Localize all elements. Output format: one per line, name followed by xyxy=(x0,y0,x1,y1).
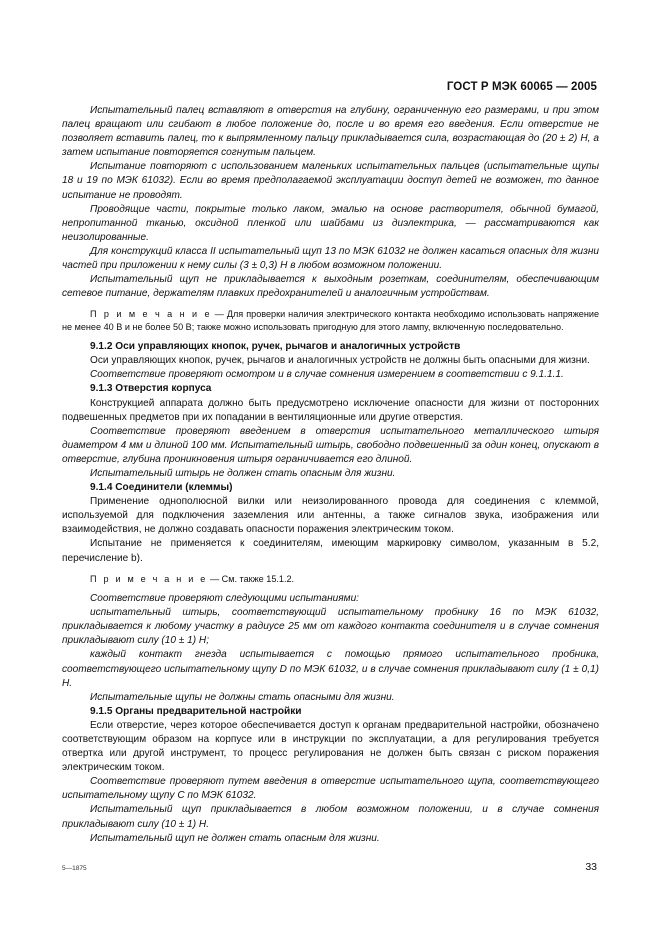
note-paragraph xyxy=(62,308,599,333)
body-paragraph: испытательный штырь, соответствующий испытательному пробнику 16 по МЭК 61032, прикладывается к любому участку в радиусе 25 мм от каждого контакта соединителя и в случае сомнения прикладывают силу (10 ± 1) Н; xyxy=(62,607,599,647)
body-paragraph: Проводящие части, покрытые только лаком, эмалью на основе растворителя, обычной бумагой, непропитанной тканью, оксидной пленкой или шайбами из диэлектрика, — рассматриваются как неизолированные. xyxy=(62,203,599,243)
body-paragraph: Для конструкций класса II испытательный щуп 13 по МЭК 61032 не должен касаться опасных для жизни частей при приложении к нему силы (3 ± 0,3) Н в любом возможном положении. xyxy=(62,245,599,272)
body-paragraph: каждый контакт гнезда испытывается с помощью прямого испытательного пробника, соответствующего испытательному щупу D по МЭК 61032, и в случае сомнения прикладывают силу (1 ± 0,1) Н. xyxy=(62,649,599,689)
note-text: — Для проверки наличия электрического контакта необходимо использовать напряжение не менее 40 В и не более 50 В; также можно использовать пригодную для этого лампу, включенную последовательно. xyxy=(62,309,599,332)
body-paragraph: Испытание повторяют с использованием маленьких испытательных пальцев (испытательные щупы 18 и 19 по МЭК 61032). Если во время предполагаемой эксплуатации доступ детей не возможен, то данное испытание не проводят. xyxy=(62,161,599,201)
section-heading: 9.1.5 Органы предварительной настройки xyxy=(90,705,302,717)
body-paragraph: Испытательные щупы не должны стать опасными для жизни. xyxy=(90,691,395,703)
note-paragraph xyxy=(62,573,599,585)
page-number: 33 xyxy=(585,861,597,873)
body-paragraph: Оси управляющих кнопок, ручек, рычагов и аналогичных устройств не должны быть опасными для жизни. xyxy=(90,355,590,367)
body-paragraph: Испытательный щуп не прикладывается к выходным розеткам, соединителям, обеспечивающим сетевое питание, держателям плавких предохранителей и аналогичным устройствам. xyxy=(62,274,599,300)
body-paragraph: Испытательный щуп не должен стать опасным для жизни. xyxy=(90,832,380,844)
body-paragraph: Конструкцией аппарата должно быть предусмотрено исключение опасности для жизни от посторонних подвешенных предметов при их попадании в вентиляционные или другие отверстия. xyxy=(62,397,599,423)
body-paragraph: Применение однополюсной вилки или неизолированного провода для соединения с клеммой, используемой для подключения заземления или антенны, а также сигналов звука, изображения или взаимодействия, не должно создавать опасности поражения электрическим током. xyxy=(62,496,599,536)
body-paragraph: Испытательный палец вставляют в отверстия на глубину, ограниченную его размерами, и при этом палец вращают или сгибают в любое положение до, после и во время его введения. Если отверстие не позволяет вставить палец, то к выпрямленному пальцу прикладывается сила, возрастающая до (20 ± 2) Н, а затем испытание повторяется согнутым пальцем. xyxy=(62,105,599,159)
note-text: — См. также 15.1.2. xyxy=(207,573,295,584)
body-paragraph: Соответствие проверяют введением в отверстия испытательного металлического штыря диаметром 4 мм и длиной 100 мм. Испытательный штырь, свободно подвешенный за один конец, опускают в отверстие, глубина проникновения штыря ограничивается его длиной. xyxy=(62,425,599,465)
body-paragraph: Соответствие проверяют осмотром и в случае сомнения измерением в соответствии с 9.1.1.1. xyxy=(90,369,564,381)
body-paragraph: Соответствие проверяют путем введения в отверстие испытательного щупа, соответствующего испытательному щупу С по МЭК 61032. xyxy=(62,776,599,802)
body-paragraph: Соответствие проверяют следующими испытаниями: xyxy=(90,593,359,605)
print-code: 5—1875 xyxy=(62,865,87,872)
document-header: ГОСТ Р МЭК 60065 — 2005 xyxy=(446,81,597,93)
section-heading: 9.1.2 Оси управляющих кнопок, ручек, рычагов и аналогичных устройств xyxy=(90,341,461,353)
section-heading: 9.1.4 Соединители (клеммы) xyxy=(90,482,233,494)
note-label: П р и м е ч а н и е xyxy=(90,309,212,320)
body-paragraph: Испытательный штырь не должен стать опасным для жизни. xyxy=(90,467,396,479)
document-body xyxy=(62,104,599,846)
body-paragraph: Если отверстие, через которое обеспечивается доступ к органам предварительной настройки, обозначено соответствующим образом на корпусе или в инструкции по эксплуатации, а для регулирования требуется отвертка или другой инструмент, то процесс регулирования не должен быть связан с риском поражения электрическим током. xyxy=(62,719,599,774)
body-paragraph: Испытательный щуп прикладывается в любом возможном положении, и в случае сомнения прикладывают силу (10 ± 1) Н. xyxy=(62,804,599,830)
body-paragraph: Испытание не применяется к соединителям, имеющим маркировку символом, указанным в 5.2, перечисление b). xyxy=(62,538,599,564)
section-heading: 9.1.3 Отверстия корпуса xyxy=(90,383,212,395)
note-label: П р и м е ч а н и е xyxy=(90,573,208,584)
